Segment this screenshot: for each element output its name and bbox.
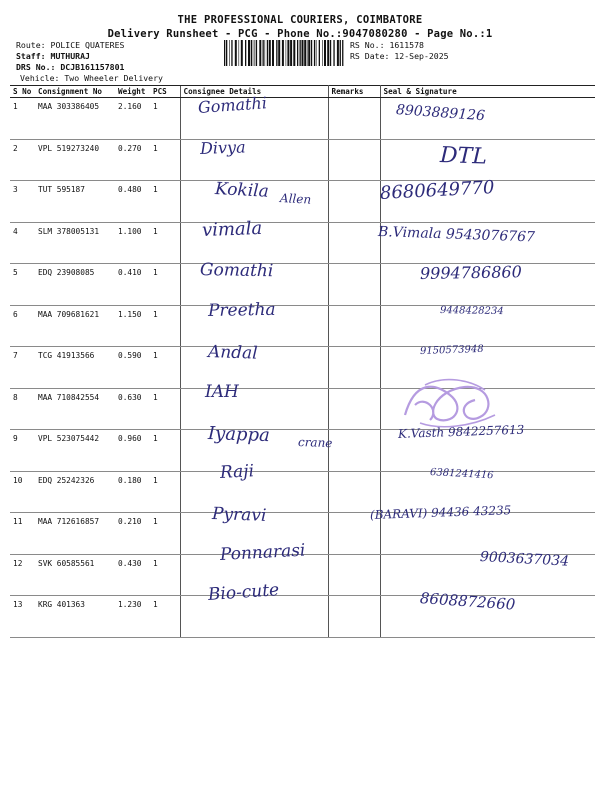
barcode-bar (322, 40, 323, 66)
barcode-bar (263, 40, 264, 66)
remarks-cell (328, 430, 380, 472)
column-header: Consignment No (35, 86, 115, 98)
column-header: Seal & Signature (380, 86, 595, 98)
barcode-bar (290, 40, 292, 66)
column-header: PCS (150, 86, 180, 98)
barcode-bar (286, 40, 287, 66)
barcode-bar (337, 40, 339, 66)
remarks-cell (328, 471, 380, 513)
barcode-bar (297, 40, 298, 66)
serial-cell: 5 (10, 264, 35, 306)
serial-cell: 9 (10, 430, 35, 472)
serial-cell: 1 (10, 98, 35, 140)
pcs-cell: 1 (150, 554, 180, 596)
rs-no-label: RS No.: (350, 40, 385, 50)
barcode-bar (327, 40, 329, 66)
table-header (10, 86, 595, 98)
barcode-bar (304, 40, 306, 66)
consignee-cell (180, 388, 328, 430)
serial-cell: 7 (10, 347, 35, 389)
serial-cell: 12 (10, 554, 35, 596)
barcode-bar (342, 40, 343, 66)
barcode-bar (256, 40, 257, 66)
handwritten-consignee-name: Kokila (214, 179, 270, 202)
handwritten-signature-phone: 8903889126 (395, 102, 486, 125)
column-header: Consignee Details (180, 86, 328, 98)
consignment-cell: TCG 41913566 (35, 347, 115, 389)
remarks-cell (328, 222, 380, 264)
barcode-bar (241, 40, 243, 66)
serial-cell: 10 (10, 471, 35, 513)
remarks-cell (328, 181, 380, 223)
handwritten-signature-phone: 9150573948 (419, 343, 484, 357)
serial-cell: 13 (10, 596, 35, 638)
pcs-cell: 1 (150, 139, 180, 181)
runsheet-subtitle: Delivery Runsheet - PCG - Phone No.:9047080280 - Page No.:1 (107, 28, 493, 40)
barcode-bar (324, 40, 326, 66)
rs-date-label: RS Date: (350, 50, 390, 61)
handwritten-consignee-name: Divya (199, 137, 246, 158)
weight-cell: 1.230 (115, 596, 150, 638)
barcode-bar (253, 40, 254, 66)
barcode-bar (231, 40, 232, 66)
weight-cell: 0.180 (115, 471, 150, 513)
handwritten-signature-phone: 9003637034 (479, 548, 570, 570)
consignment-cell: MAA 303386405 (35, 98, 115, 140)
table-row (10, 139, 595, 181)
barcode-bar (293, 40, 295, 66)
handwritten-consignee-name: Ponnarasi (219, 540, 306, 565)
weight-cell: 0.480 (115, 181, 150, 223)
sheet-meta-left (16, 40, 163, 83)
table-header-row (10, 86, 595, 98)
handwritten-consignee-name: Gomathi (199, 260, 274, 282)
drs-line (16, 62, 163, 73)
barcode-bar (248, 40, 250, 66)
handwritten-signature-phone: 9994786860 (419, 262, 522, 284)
barcode-bar (314, 40, 315, 66)
consignment-cell: TUT 595187 (35, 181, 115, 223)
vehicle-label: Vehicle: (20, 72, 60, 83)
drs-value: DCJB161157801 (60, 62, 125, 72)
pcs-cell: 1 (150, 181, 180, 223)
table-row (10, 98, 595, 140)
rs-no-value: 1611578 (389, 40, 424, 50)
route-label: Route: (16, 40, 46, 50)
weight-cell: 0.410 (115, 264, 150, 306)
consignment-cell: MAA 712616857 (35, 513, 115, 555)
weight-cell: 1.150 (115, 305, 150, 347)
handwritten-signature-phone: 8680649770 (379, 177, 495, 205)
barcode-bar (278, 40, 280, 66)
column-header: S No (10, 86, 35, 98)
handwritten-signature-phone: (BARAVI) 94436 43235 (369, 503, 512, 522)
remarks-cell (328, 264, 380, 306)
pcs-cell: 1 (150, 513, 180, 555)
barcode-bar (302, 40, 304, 66)
column-header: Remarks (328, 86, 380, 98)
handwritten-consignee-name: vimala (201, 217, 263, 241)
handwritten-consignee-name: Preetha (207, 299, 276, 321)
table-row (10, 347, 595, 389)
barcode-bar (311, 40, 312, 66)
rs-no-line (350, 40, 449, 51)
consignment-cell: MAA 709681621 (35, 305, 115, 347)
pcs-cell: 1 (150, 347, 180, 389)
consignment-cell: VPL 519273240 (35, 139, 115, 181)
handwritten-signature-phone: 6381241416 (429, 467, 494, 482)
barcode-bar (330, 40, 331, 66)
staff-value: MUTHURAJ (50, 50, 90, 61)
pcs-cell: 1 (150, 98, 180, 140)
barcode-bar (255, 40, 256, 66)
pcs-cell: 1 (150, 471, 180, 513)
handwritten-signature-phone: 9448428234 (439, 305, 504, 318)
consignment-cell: SVK 60585561 (35, 554, 115, 596)
rs-date-value: 12-Sep-2025 (394, 50, 449, 61)
barcode-bar (316, 40, 317, 66)
vehicle-value: Two Wheeler Delivery (64, 72, 163, 83)
handwritten-consignee-name: Gomathi (197, 93, 268, 117)
pcs-cell: 1 (150, 222, 180, 264)
serial-cell: 4 (10, 222, 35, 264)
table-row (10, 305, 595, 347)
barcode-bar (272, 40, 274, 66)
handwritten-consignee-note: Allen (279, 191, 312, 207)
weight-cell: 0.630 (115, 388, 150, 430)
remarks-cell (328, 139, 380, 181)
handwritten-signature-phone: DTL (439, 142, 488, 170)
consignment-cell: KRG 401363 (35, 596, 115, 638)
barcode-bar (239, 40, 240, 66)
handwritten-consignee-name: Pyravi (211, 504, 267, 526)
consignment-cell: EDQ 23908085 (35, 264, 115, 306)
weight-cell: 0.430 (115, 554, 150, 596)
remarks-cell (328, 347, 380, 389)
barcode-bar (226, 40, 227, 66)
handwritten-signature-phone: B.Vimala 9543076767 (377, 223, 536, 246)
staff-line (16, 51, 163, 62)
pcs-cell: 1 (150, 596, 180, 638)
handwritten-consignee-name: Raji (219, 461, 255, 484)
barcode-bar (340, 40, 341, 66)
pcs-cell: 1 (150, 305, 180, 347)
barcode-bar (319, 40, 320, 66)
barcode-bar (235, 40, 237, 66)
serial-cell: 11 (10, 513, 35, 555)
remarks-cell (328, 554, 380, 596)
barcode-bar (224, 40, 225, 66)
barcode-bar (276, 40, 277, 66)
weight-cell: 1.100 (115, 222, 150, 264)
barcode-image (224, 40, 344, 66)
serial-cell: 2 (10, 139, 35, 181)
pcs-cell: 1 (150, 430, 180, 472)
sheet-meta-right (350, 40, 449, 61)
route-value: POLICE QUATERES (50, 40, 125, 50)
serial-cell: 6 (10, 305, 35, 347)
rs-date-line (350, 51, 449, 62)
consignment-cell: MAA 710842554 (35, 388, 115, 430)
weight-cell: 0.270 (115, 139, 150, 181)
serial-cell: 3 (10, 181, 35, 223)
handwritten-consignee-name: IAH (205, 382, 239, 403)
handwritten-consignee-name: Bio-cute (207, 580, 280, 606)
remarks-cell (328, 596, 380, 638)
weight-cell: 0.590 (115, 347, 150, 389)
remarks-cell (328, 305, 380, 347)
pcs-cell: 1 (150, 264, 180, 306)
signature-cell (380, 139, 595, 181)
serial-cell: 8 (10, 388, 35, 430)
barcode-bar (300, 40, 301, 66)
barcode-bar (308, 40, 310, 66)
company-title: THE PROFESSIONAL COURIERS, COIMBATORE (177, 14, 423, 26)
drs-label: DRS No.: (16, 62, 56, 72)
remarks-cell (328, 98, 380, 140)
handwritten-consignee-note: crane (297, 434, 333, 450)
remarks-cell (328, 388, 380, 430)
handwritten-signature-phone: 8608872660 (419, 589, 516, 614)
barcode-bar (333, 40, 334, 66)
barcode-bar (287, 40, 289, 66)
weight-cell: 0.960 (115, 430, 150, 472)
stamp-scribble-icon (395, 375, 505, 430)
barcode-bar (269, 40, 271, 66)
barcode-bar (245, 40, 246, 66)
consignment-cell: VPL 523075442 (35, 430, 115, 472)
pcs-cell: 1 (150, 388, 180, 430)
handwritten-signature-phone: K.Vasth 9842257613 (397, 422, 525, 441)
barcode-bar (229, 40, 230, 66)
barcode-bar (259, 40, 261, 66)
barcode-bar (265, 40, 266, 66)
weight-cell: 2.160 (115, 98, 150, 140)
route-line (16, 40, 163, 51)
barcode-bar (307, 40, 308, 66)
barcode-bar (251, 40, 252, 66)
barcode-bar (282, 40, 284, 66)
consignment-cell: EDQ 25242326 (35, 471, 115, 513)
handwritten-consignee-name: Andal (207, 341, 259, 364)
vehicle-line (20, 73, 163, 84)
column-header: Weight (115, 86, 150, 98)
weight-cell: 0.210 (115, 513, 150, 555)
handwritten-consignee-name: Iyappa (207, 422, 271, 446)
barcode-bar (267, 40, 268, 66)
staff-label: Staff: (16, 50, 46, 61)
consignment-cell: SLM 378005131 (35, 222, 115, 264)
